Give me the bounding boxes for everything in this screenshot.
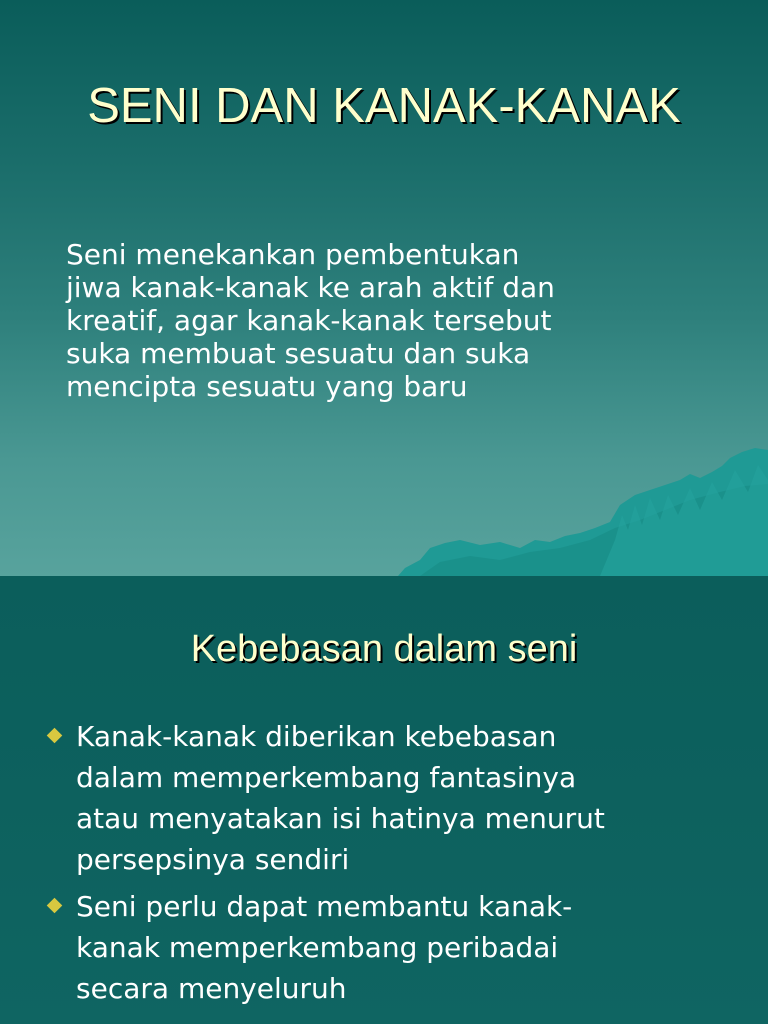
body-line: Seni menekankan pembentukan — [66, 238, 520, 271]
bullet-list — [46, 716, 746, 1015]
diamond-bullet-icon — [47, 898, 63, 914]
body-line: kreatif, agar kanak-kanak tersebut — [66, 304, 552, 337]
body-line: mencipta sesuatu yang baru — [66, 370, 468, 403]
bullet-line: secara menyeluruh — [76, 972, 347, 1005]
bullet-line: Seni perlu dapat membantu kanak- — [76, 890, 573, 923]
slide-2 — [0, 576, 768, 1024]
bullet-line: Kanak-kanak diberikan kebebasan — [76, 720, 557, 753]
body-line: jiwa kanak-kanak ke arah aktif dan — [66, 271, 555, 304]
body-line: suka membuat sesuatu dan suka — [66, 337, 531, 370]
bullet-line: dalam memperkembang fantasinya — [76, 761, 577, 794]
bullet-item — [46, 716, 746, 880]
slide-title: Kebebasan dalam seni — [190, 628, 578, 670]
bullet-item — [46, 886, 746, 1009]
bullet-line: kanak memperkembang peribadai — [76, 931, 559, 964]
bullet-line: atau menyatakan isi hatinya menurut — [76, 802, 605, 835]
slide-title: SENI DAN KANAK-KANAK — [87, 79, 681, 133]
diamond-bullet-icon — [47, 728, 63, 744]
bullet-line: persepsinya sendiri — [76, 843, 350, 876]
slide-body-text — [66, 238, 726, 403]
